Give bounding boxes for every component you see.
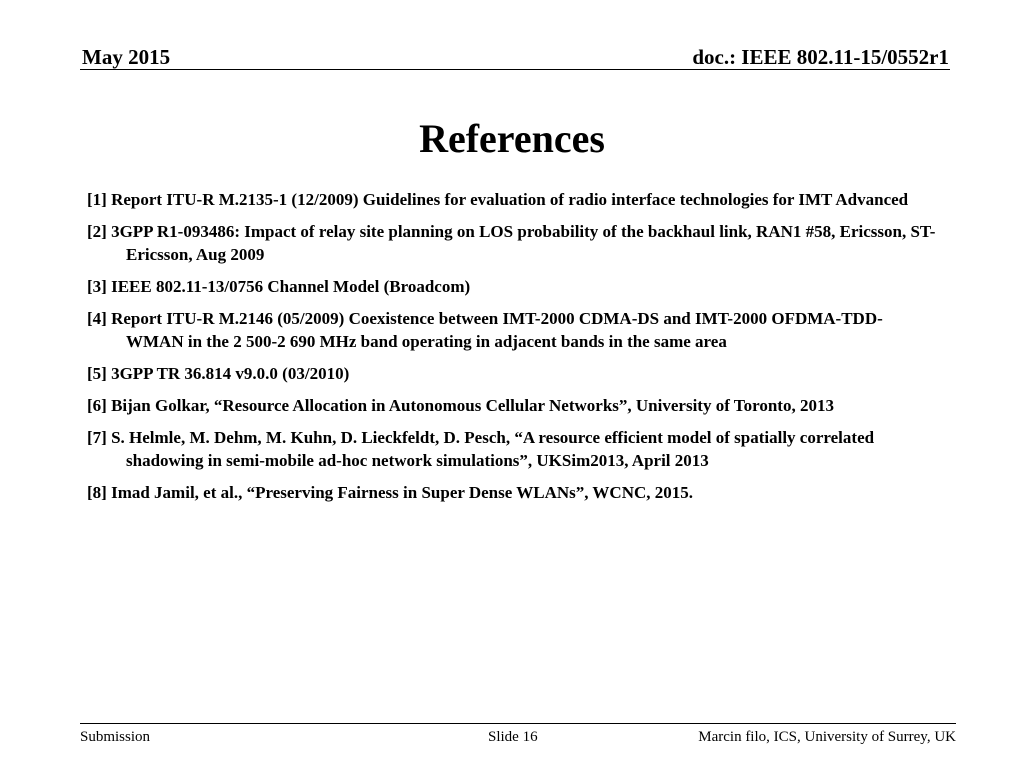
reference-item: [8] Imad Jamil, et al., “Preserving Fairness in Super Dense WLANs”, WCNC, 2015. — [87, 483, 694, 502]
reference-item: [3] IEEE 802.11-13/0756 Channel Model (Broadcom) — [87, 277, 471, 296]
footer-divider — [80, 723, 956, 724]
header-doc-id: doc.: IEEE 802.11-15/0552r1 — [692, 45, 949, 69]
footer-slide-number: Slide 16 — [488, 729, 538, 745]
references-list — [87, 188, 937, 513]
header-date: May 2015 — [82, 45, 171, 69]
header-divider — [80, 69, 950, 70]
footer-submission: Submission — [80, 729, 151, 745]
reference-item: [1] Report ITU-R M.2135-1 (12/2009) Guidelines for evaluation of radio interface technologies for IMT Advanced — [87, 190, 909, 209]
reference-item: [6] Bijan Golkar, “Resource Allocation in Autonomous Cellular Networks”, University of Toronto, 2013 — [87, 396, 834, 415]
reference-item: [2] 3GPP R1-093486: Impact of relay site planning on LOS probability of the backhaul link, RAN1 #58, Ericsson, ST-Ericsson, Aug 2009 — [87, 222, 936, 264]
reference-item: [5] 3GPP TR 36.814 v9.0.0 (03/2010) — [87, 364, 350, 383]
slide-title: References — [419, 116, 605, 161]
reference-item: [7] S. Helmle, M. Dehm, M. Kuhn, D. Lieckfeldt, D. Pesch, “A resource efficient model of spatially correlated shadowing in semi-mobile ad-hoc network simulations”, UKSim2013, April 2013 — [87, 428, 875, 470]
footer-author: Marcin filo, ICS, University of Surrey, UK — [698, 729, 956, 745]
reference-item: [4] Report ITU-R M.2146 (05/2009) Coexistence between IMT-2000 CDMA-DS and IMT-2000 OFDMA-TDD-WMAN in the 2 500-2 690 MHz band operating in adjacent bands in the same area — [87, 309, 883, 351]
